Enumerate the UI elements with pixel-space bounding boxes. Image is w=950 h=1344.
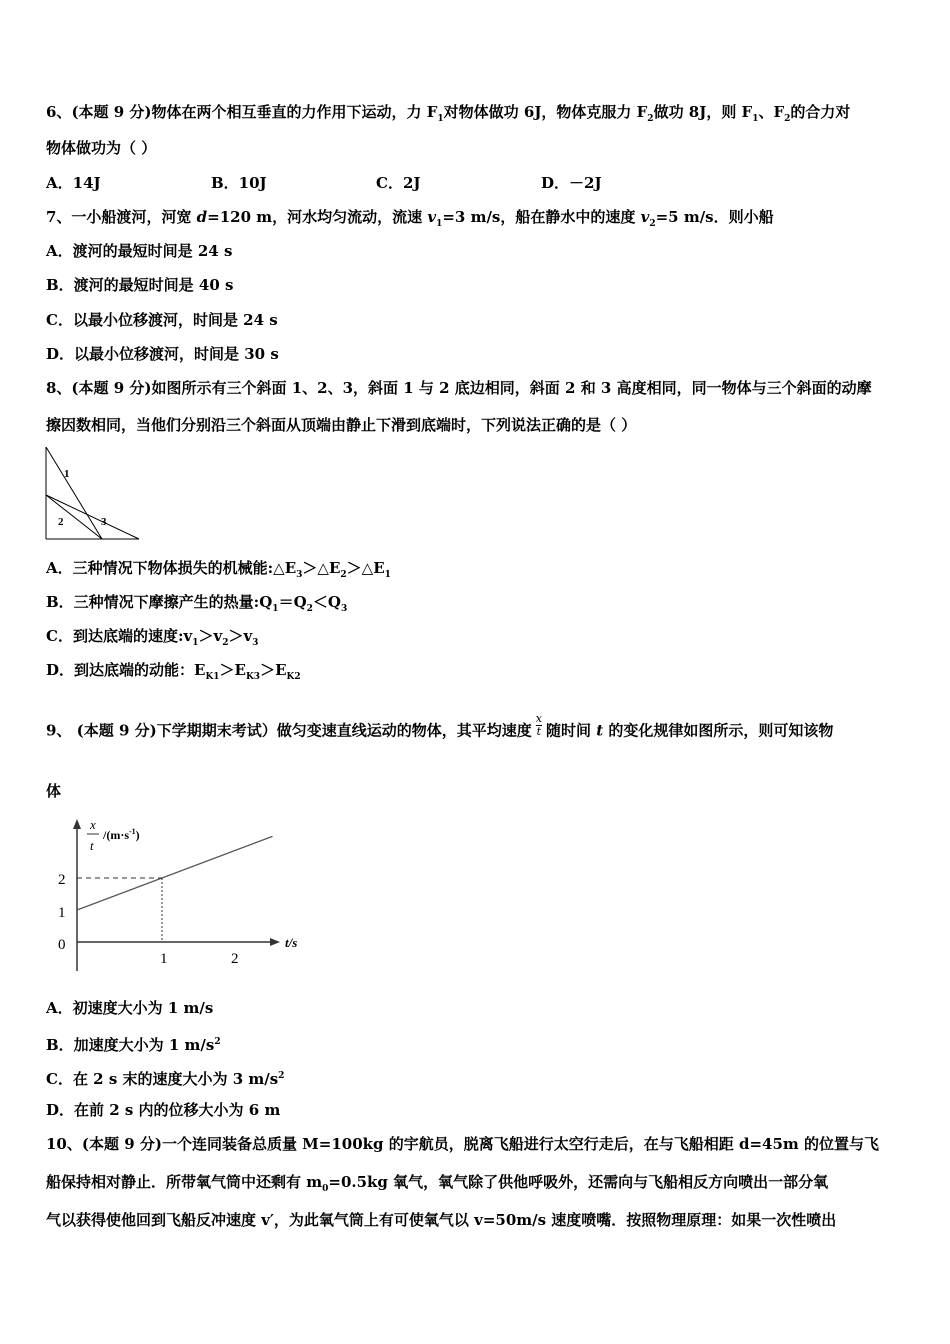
q6-text3: 做功 8J，则 F	[653, 103, 753, 121]
q9-frac-num: x	[535, 712, 542, 725]
incline-figure	[40, 443, 145, 545]
q7-v2: v	[640, 208, 650, 226]
q8c-m1: ＞v	[198, 627, 223, 645]
q6-sub3: 1	[752, 114, 759, 124]
q8d-m1: ＞E	[219, 661, 246, 679]
q8d-s3: K2	[286, 672, 301, 682]
q9-option-a	[46, 998, 213, 1018]
q8b-pre: B．三种情况下摩擦产生的热量:Q	[46, 593, 273, 611]
q7-option-c: C．以最小位移渡河，时间是 24 s	[46, 311, 278, 329]
y-tick-2: 2	[58, 872, 66, 888]
incline-label-2: 2	[58, 516, 64, 528]
q6-option-a: A．14J	[46, 174, 101, 192]
q8b-s2: 2	[306, 604, 313, 614]
q9-frac-den: t	[536, 725, 542, 738]
ylabel-num: x	[90, 817, 96, 832]
q9c-text: C．在 2 s 末的速度大小为 3 m/s	[46, 1070, 279, 1088]
q6-sub1: 1	[437, 114, 444, 124]
q8a-m1: ＞△E	[302, 559, 341, 577]
q7-sub1: 1	[436, 219, 443, 229]
q8c-pre: C．到达底端的速度:v	[46, 627, 193, 645]
q7-text-c: =3 m/s，船在静水中的速度	[442, 208, 641, 226]
q8-option-d	[46, 660, 301, 687]
q9-t: t	[596, 721, 604, 740]
q8c-s1: 1	[192, 638, 199, 648]
q9-graph	[46, 815, 311, 980]
y-tick-1: 1	[58, 905, 66, 921]
q7-text-a: 7、一小船渡河，河宽	[46, 208, 197, 226]
q9-option-c	[46, 1066, 284, 1089]
q6-number: 6、	[46, 103, 72, 121]
q9-text3: 的变化规律如图所示，则可知该物	[603, 721, 834, 740]
q7-stem	[46, 207, 774, 234]
q7-text-d: =5 m/s．则小船	[655, 208, 774, 226]
series-line	[77, 836, 273, 910]
q6-line2: 物体做功为（ ）	[46, 139, 157, 157]
q7-option-a: A．渡河的最短时间是 24 s	[46, 242, 233, 260]
q9-text2: 随时间	[545, 721, 597, 740]
x-tick-1: 1	[160, 951, 168, 967]
q7-d: d	[196, 208, 208, 226]
q6-line1	[46, 102, 850, 129]
q8c-s3: 3	[252, 638, 259, 648]
q8a-pre: A．三种情况下物体损失的机械能:△E	[46, 559, 297, 577]
q6-option-c: C．2J	[376, 174, 421, 192]
q10-line2b: =0.5kg 氧气，氧气除了供他呼吸外，还需向与飞船相反方向喷出一部分氧	[328, 1173, 829, 1191]
q9-option-d	[46, 1100, 280, 1120]
incline-label-1: 1	[64, 468, 70, 480]
incline-label-3: 3	[101, 516, 107, 528]
q8-option-c	[46, 626, 258, 653]
q9b-text: B．加速度大小为 1 m/s	[46, 1036, 215, 1054]
q10-line2	[46, 1172, 828, 1199]
q10-line2a: 船保持相对静止．所带氧气筒中还剩有 m	[46, 1173, 323, 1191]
q6-options	[46, 173, 602, 193]
y-tick-0: 0	[58, 937, 66, 953]
q8d-m2: ＞E	[260, 661, 287, 679]
q6-sub2: 2	[647, 114, 654, 124]
ylabel-close: )	[135, 828, 140, 842]
q8a-s1: 3	[296, 570, 303, 580]
q8b-s3: 3	[340, 604, 348, 614]
q8a-s2: 2	[340, 570, 347, 580]
q8-line1: 8、(本题 9 分)如图所示有三个斜面 1、2、3，斜面 1 与 2 底边相同，斜面 2 和 3 高度相同，同一物体与三个斜面的动摩	[46, 379, 872, 397]
q9-line2: 体	[46, 782, 62, 800]
q8d-s2: K3	[245, 672, 261, 682]
incline-1	[46, 447, 102, 539]
x-tick-2: 2	[231, 951, 239, 967]
q6-option-b: B．10J	[211, 174, 267, 192]
ylabel-unit	[102, 827, 140, 842]
q8d-pre: D．到达底端的动能：E	[46, 661, 206, 679]
q8b-m1: ＝Q	[278, 593, 307, 611]
q8c-m2: ＞v	[228, 627, 253, 645]
q10-line2-sub: 0	[322, 1184, 329, 1194]
q8-option-a	[46, 558, 391, 585]
ylabel-exp: -1	[129, 827, 136, 836]
q9c-sup: 2	[278, 1071, 285, 1081]
q8d-s1: K1	[205, 672, 220, 682]
q9-stem	[46, 712, 834, 744]
q7-v1: v	[427, 208, 437, 226]
q8b-m2: ＜Q	[312, 593, 341, 611]
x-axis-arrow	[270, 938, 280, 946]
q7-option-b: B．渡河的最短时间是 40 s	[46, 276, 234, 294]
q7-option-d: D．以最小位移渡河，时间是 30 s	[46, 345, 279, 363]
q6-text1: (本题 9 分)物体在两个相互垂直的力作用下运动，力 F	[71, 103, 438, 121]
q9a-text: A．初速度大小为 1 m/s	[46, 999, 214, 1017]
xlabel: t/s	[285, 935, 298, 950]
q8-line2: 擦因数相同，当他们分别沿三个斜面从顶端由静止下滑到底端时，下列说法正确的是（ ）	[46, 416, 637, 434]
q7-text-b: =120 m，河水均匀流动，流速	[207, 208, 428, 226]
q6-text5: 的合力对	[790, 103, 851, 121]
q6-text2: 对物体做功 6J，物体克服力 F	[443, 103, 648, 121]
y-axis-arrow	[73, 819, 81, 829]
q9-text1: 9、 (本题 9 分)下学期期末考试）做匀变速直线运动的物体，其平均速度	[46, 721, 532, 740]
q8a-s3: 1	[384, 570, 391, 580]
q9-option-b	[46, 1032, 221, 1055]
q6-sub4: 2	[784, 114, 791, 124]
ylabel-unit-text: /(m·s	[103, 828, 129, 842]
q9b-sup: 2	[214, 1037, 221, 1047]
q7-sub2: 2	[649, 219, 656, 229]
q9d-text: D．在前 2 s 内的位移大小为 6 m	[46, 1101, 281, 1119]
q10-line3: 气以获得使他回到飞船反冲速度 v′，为此氧气筒上有可使氧气以 v=50m/s 速度喷嘴．按照物理原理：如果一次性喷出	[46, 1211, 837, 1229]
q6-text4: 、F	[758, 103, 785, 121]
q8-option-b	[46, 592, 347, 619]
q9-fraction	[536, 713, 542, 738]
q10-line1: 10、(本题 9 分)一个连同装备总质量 M=100kg 的宇航员，脱离飞船进行太空行走后，在与飞船相距 d=45m 的位置与飞	[46, 1135, 880, 1153]
ylabel-den: t	[90, 838, 94, 853]
q8c-s2: 2	[222, 638, 229, 648]
q8a-m2: ＞△E	[346, 559, 385, 577]
q8b-s1: 1	[272, 604, 279, 614]
q6-option-d: D．－2J	[541, 174, 602, 192]
